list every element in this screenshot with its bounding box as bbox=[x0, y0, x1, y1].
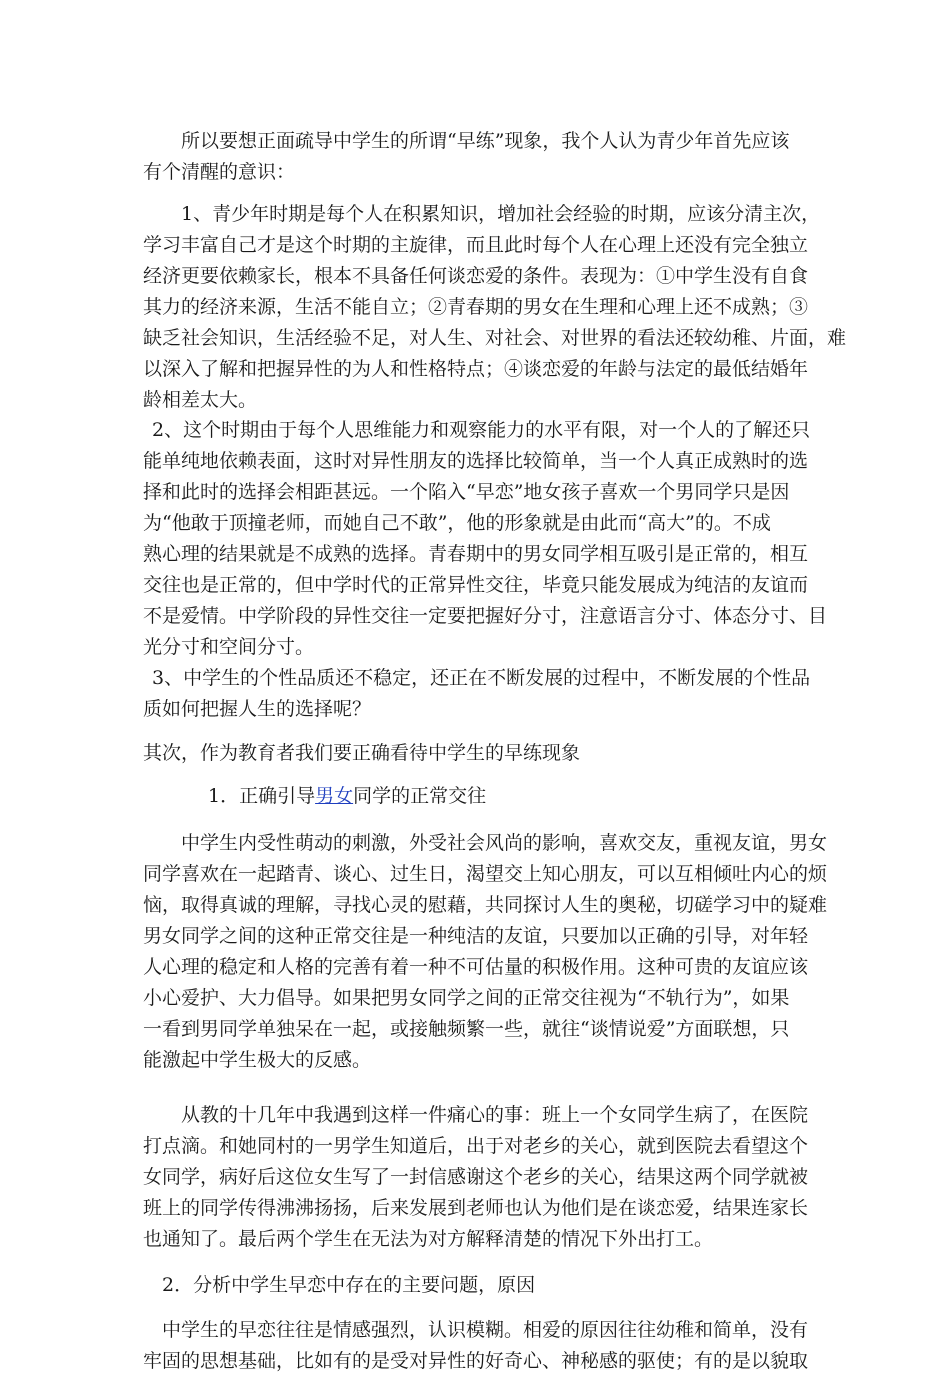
text-line: 从教的十几年中我遇到这样一件痛心的事：班上一个女同学生病了，在医院 bbox=[181, 1104, 809, 1126]
text-line: 女同学，病好后这位女生写了一封信感谢这个老乡的关心，结果这两个同学就被 bbox=[143, 1166, 809, 1188]
text-line: 能单纯地依赖表面，这时对异性朋友的选择比较简单，当一个人真正成熟时的选 bbox=[143, 450, 809, 472]
text-line: 恼，取得真诚的理解，寻找心灵的慰藉，共同探讨人生的奥秘，切磋学习中的疑难 bbox=[143, 894, 828, 916]
text-line: 择和此时的选择会相距甚远。一个陷入“早恋”地女孩子喜欢一个男同学只是因 bbox=[143, 481, 790, 503]
text-line: 不是爱情。中学阶段的异性交往一定要把握好分寸，注意语言分寸、体态分寸、目 bbox=[143, 605, 828, 627]
text-line: 1、青少年时期是每个人在积累知识，增加社会经验的时期，应该分清主次， bbox=[181, 203, 821, 225]
text-line: 光分寸和空间分寸。 bbox=[143, 636, 315, 658]
heading-text: 同学的正常交往 bbox=[353, 785, 487, 807]
text-line: 男女同学之间的这种正常交往是一种纯洁的友谊，只要加以正确的引导，对年轻 bbox=[143, 925, 809, 947]
link-nannv[interactable]: 男女 bbox=[315, 785, 354, 807]
text-line: 以深入了解和把握异性的为人和性格特点；④谈恋爱的年龄与法定的最低结婚年 bbox=[143, 358, 809, 380]
text-line: 人心理的稳定和人格的完善有着一种不可估量的积极作用。这种可贵的友谊应该 bbox=[143, 956, 809, 978]
text-line: 为“他敢于顶撞老师，而她自己不敢”，他的形象就是由此而“高大”的。不成 bbox=[143, 512, 771, 534]
text-line: 2、这个时期由于每个人思维能力和观察能力的水平有限，对一个人的了解还只 bbox=[152, 419, 811, 441]
text-line: 经济更要依赖家长，根本不具备任何谈恋爱的条件。表现为：①中学生没有自食 bbox=[143, 265, 809, 287]
text-line: 缺乏社会知识，生活经验不足，对人生、对社会、对世界的看法还较幼稚、片面，难 bbox=[143, 327, 847, 349]
text-line: 熟心理的结果就是不成熟的选择。青春期中的男女同学相互吸引是正常的，相互 bbox=[143, 543, 809, 565]
text-line: 一看到男同学单独呆在一起，或接触频繁一些，就往“谈情说爱”方面联想，只 bbox=[143, 1018, 790, 1040]
text-line: 打点滴。和她同村的一男学生知道后，出于对老乡的关心，就到医院去看望这个 bbox=[143, 1135, 809, 1157]
text-line: 其次，作为教育者我们要正确看待中学生的早练现象 bbox=[143, 742, 581, 764]
text-line: 所以要想正面疏导中学生的所谓“早练”现象，我个人认为青少年首先应该 bbox=[181, 130, 790, 152]
text-line: 中学生内受性萌动的刺激，外受社会风尚的影响，喜欢交友，重视友谊，男女 bbox=[181, 832, 828, 854]
text-line: 同学喜欢在一起踏青、谈心、过生日，渴望交上知心朋友，可以互相倾吐内心的烦 bbox=[143, 863, 828, 885]
text-line: 有个清醒的意识： bbox=[143, 161, 296, 183]
text-line: 能激起中学生极大的反感。 bbox=[143, 1049, 372, 1071]
section-heading bbox=[208, 781, 486, 812]
text-line: 学习丰富自己才是这个时期的主旋律，而且此时每个人在心理上还没有完全独立 bbox=[143, 234, 809, 256]
text-line: 班上的同学传得沸沸扬扬，后来发展到老师也认为他们是在谈恋爱，结果连家长 bbox=[143, 1197, 809, 1219]
text-line: 交往也是正常的，但中学时代的正常异性交往，毕竟只能发展成为纯洁的友谊而 bbox=[143, 574, 809, 596]
text-line: 牢固的思想基础，比如有的是受对异性的好奇心、神秘感的驱使；有的是以貌取 bbox=[143, 1350, 809, 1372]
text-line: 其力的经济来源，生活不能自立；②青春期的男女在生理和心理上还不成熟；③ bbox=[143, 296, 809, 318]
text-line: 3、中学生的个性品质还不稳定，还正在不断发展的过程中，不断发展的个性品 bbox=[152, 667, 811, 689]
text-line: 小心爱护、大力倡导。如果把男女同学之间的正常交往视为“不轨行为”，如果 bbox=[143, 987, 790, 1009]
section-heading: 2．分析中学生早恋中存在的主要问题，原因 bbox=[162, 1274, 536, 1296]
text-line: 质如何把握人生的选择呢？ bbox=[143, 698, 372, 720]
text-line: 龄相差太大。 bbox=[143, 389, 258, 411]
text-line: 中学生的早恋往往是情感强烈，认识模糊。相爱的原因往往幼稚和简单，没有 bbox=[162, 1319, 809, 1341]
heading-text: 1．正确引导 bbox=[208, 785, 316, 807]
text-line: 也通知了。最后两个学生在无法为对方解释清楚的情况下外出打工。 bbox=[143, 1228, 714, 1250]
